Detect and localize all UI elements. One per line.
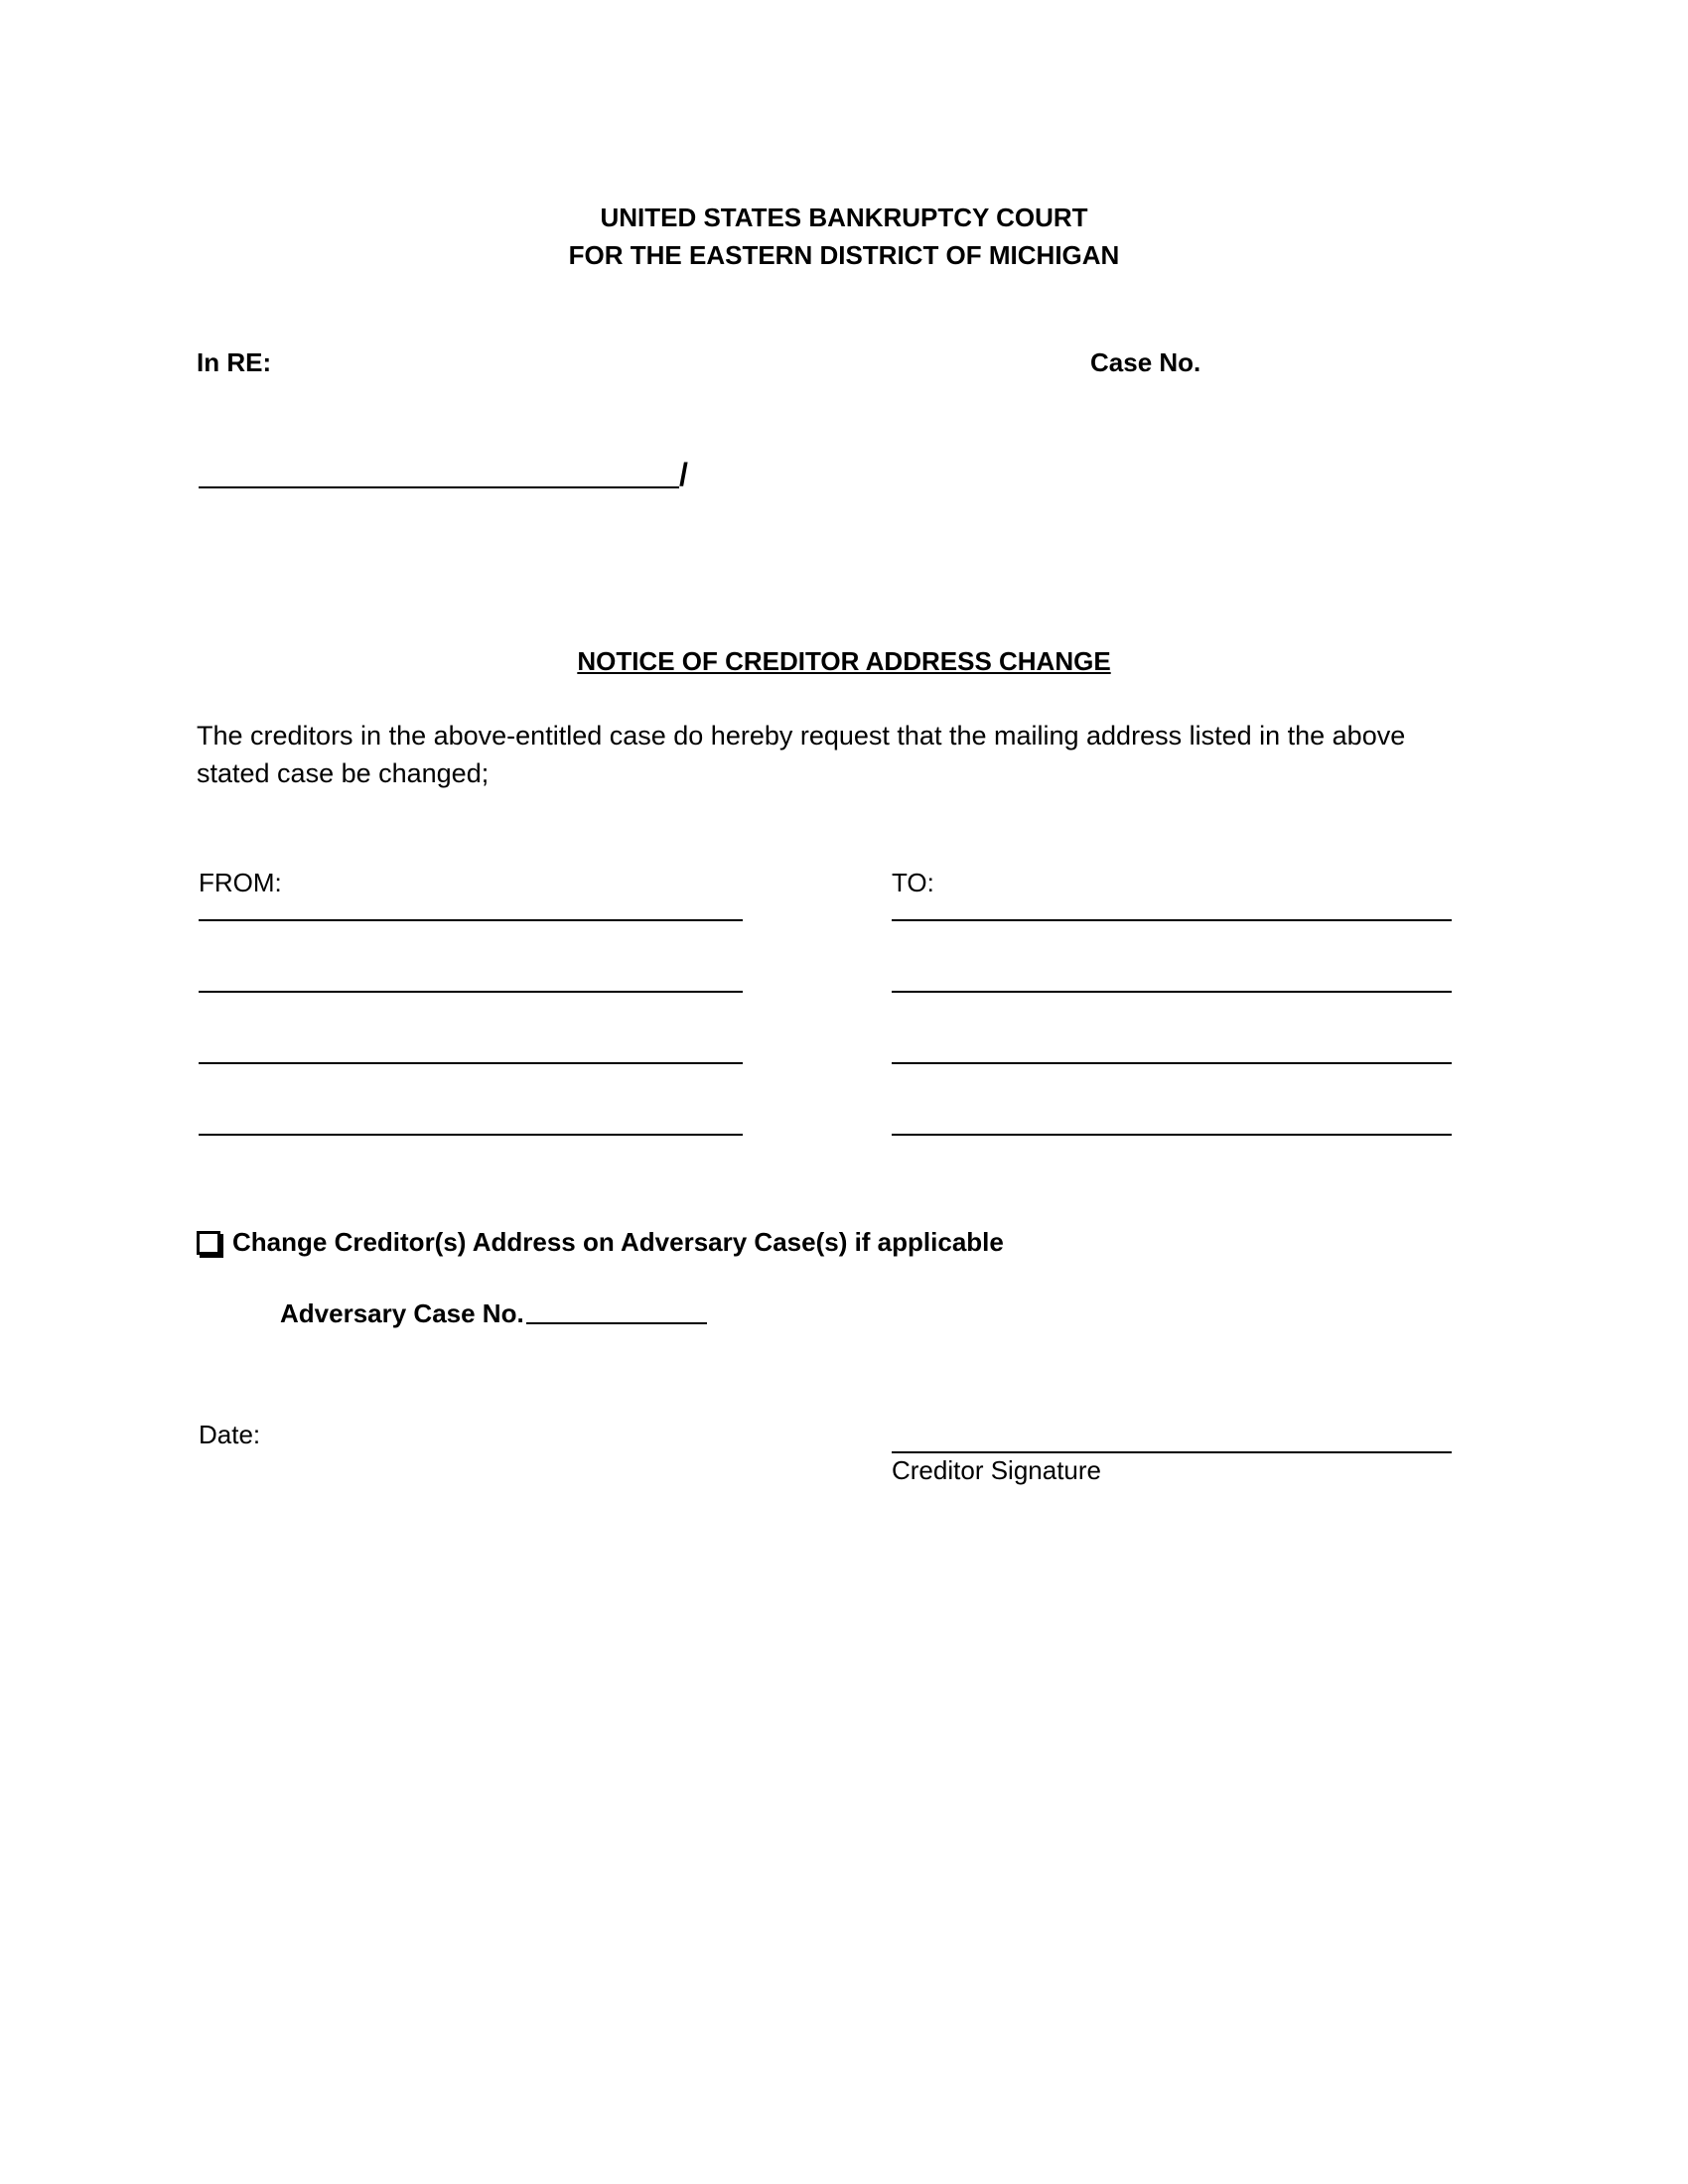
adversary-case-number-label: Adversary Case No. bbox=[280, 1298, 524, 1328]
creditor-signature-caption: Creditor Signature bbox=[892, 1455, 1101, 1485]
notice-title: NOTICE OF CREDITOR ADDRESS CHANGE bbox=[577, 646, 1111, 676]
creditor-signature-line[interactable] bbox=[892, 1451, 1452, 1453]
from-label: FROM: bbox=[199, 868, 282, 897]
debtor-slash: / bbox=[679, 457, 688, 492]
notice-body-text: The creditors in the above-entitled case do hereby request that the mailing address listed in the above stated case be changed; bbox=[197, 721, 1406, 788]
adversary-checkbox-label: Change Creditor(s) Address on Adversary Case(s) if applicable bbox=[232, 1227, 1004, 1257]
date-label: Date: bbox=[199, 1420, 261, 1449]
from-address-line[interactable] bbox=[199, 919, 743, 921]
to-address-line[interactable] bbox=[892, 919, 1452, 921]
from-address-line[interactable] bbox=[199, 1062, 743, 1064]
court-name: UNITED STATES BANKRUPTCY COURT bbox=[600, 203, 1088, 232]
to-label: TO: bbox=[892, 868, 934, 897]
to-address-line[interactable] bbox=[892, 991, 1452, 993]
to-address-line[interactable] bbox=[892, 1134, 1452, 1136]
court-title bbox=[0, 199, 1688, 274]
debtor-name-blank[interactable] bbox=[199, 486, 679, 488]
adversary-checkbox-row[interactable] bbox=[197, 1227, 1004, 1258]
to-address-line[interactable] bbox=[892, 1062, 1452, 1064]
adversary-checkbox[interactable] bbox=[197, 1231, 220, 1255]
from-address-line[interactable] bbox=[199, 1134, 743, 1136]
court-district: FOR THE EASTERN DISTRICT OF MICHIGAN bbox=[568, 240, 1120, 270]
adversary-case-number bbox=[280, 1298, 707, 1329]
from-address-line[interactable] bbox=[199, 991, 743, 993]
in-re-label: In RE: bbox=[197, 347, 272, 377]
adversary-case-number-blank[interactable] bbox=[526, 1322, 707, 1324]
case-number-label: Case No. bbox=[1090, 347, 1201, 377]
